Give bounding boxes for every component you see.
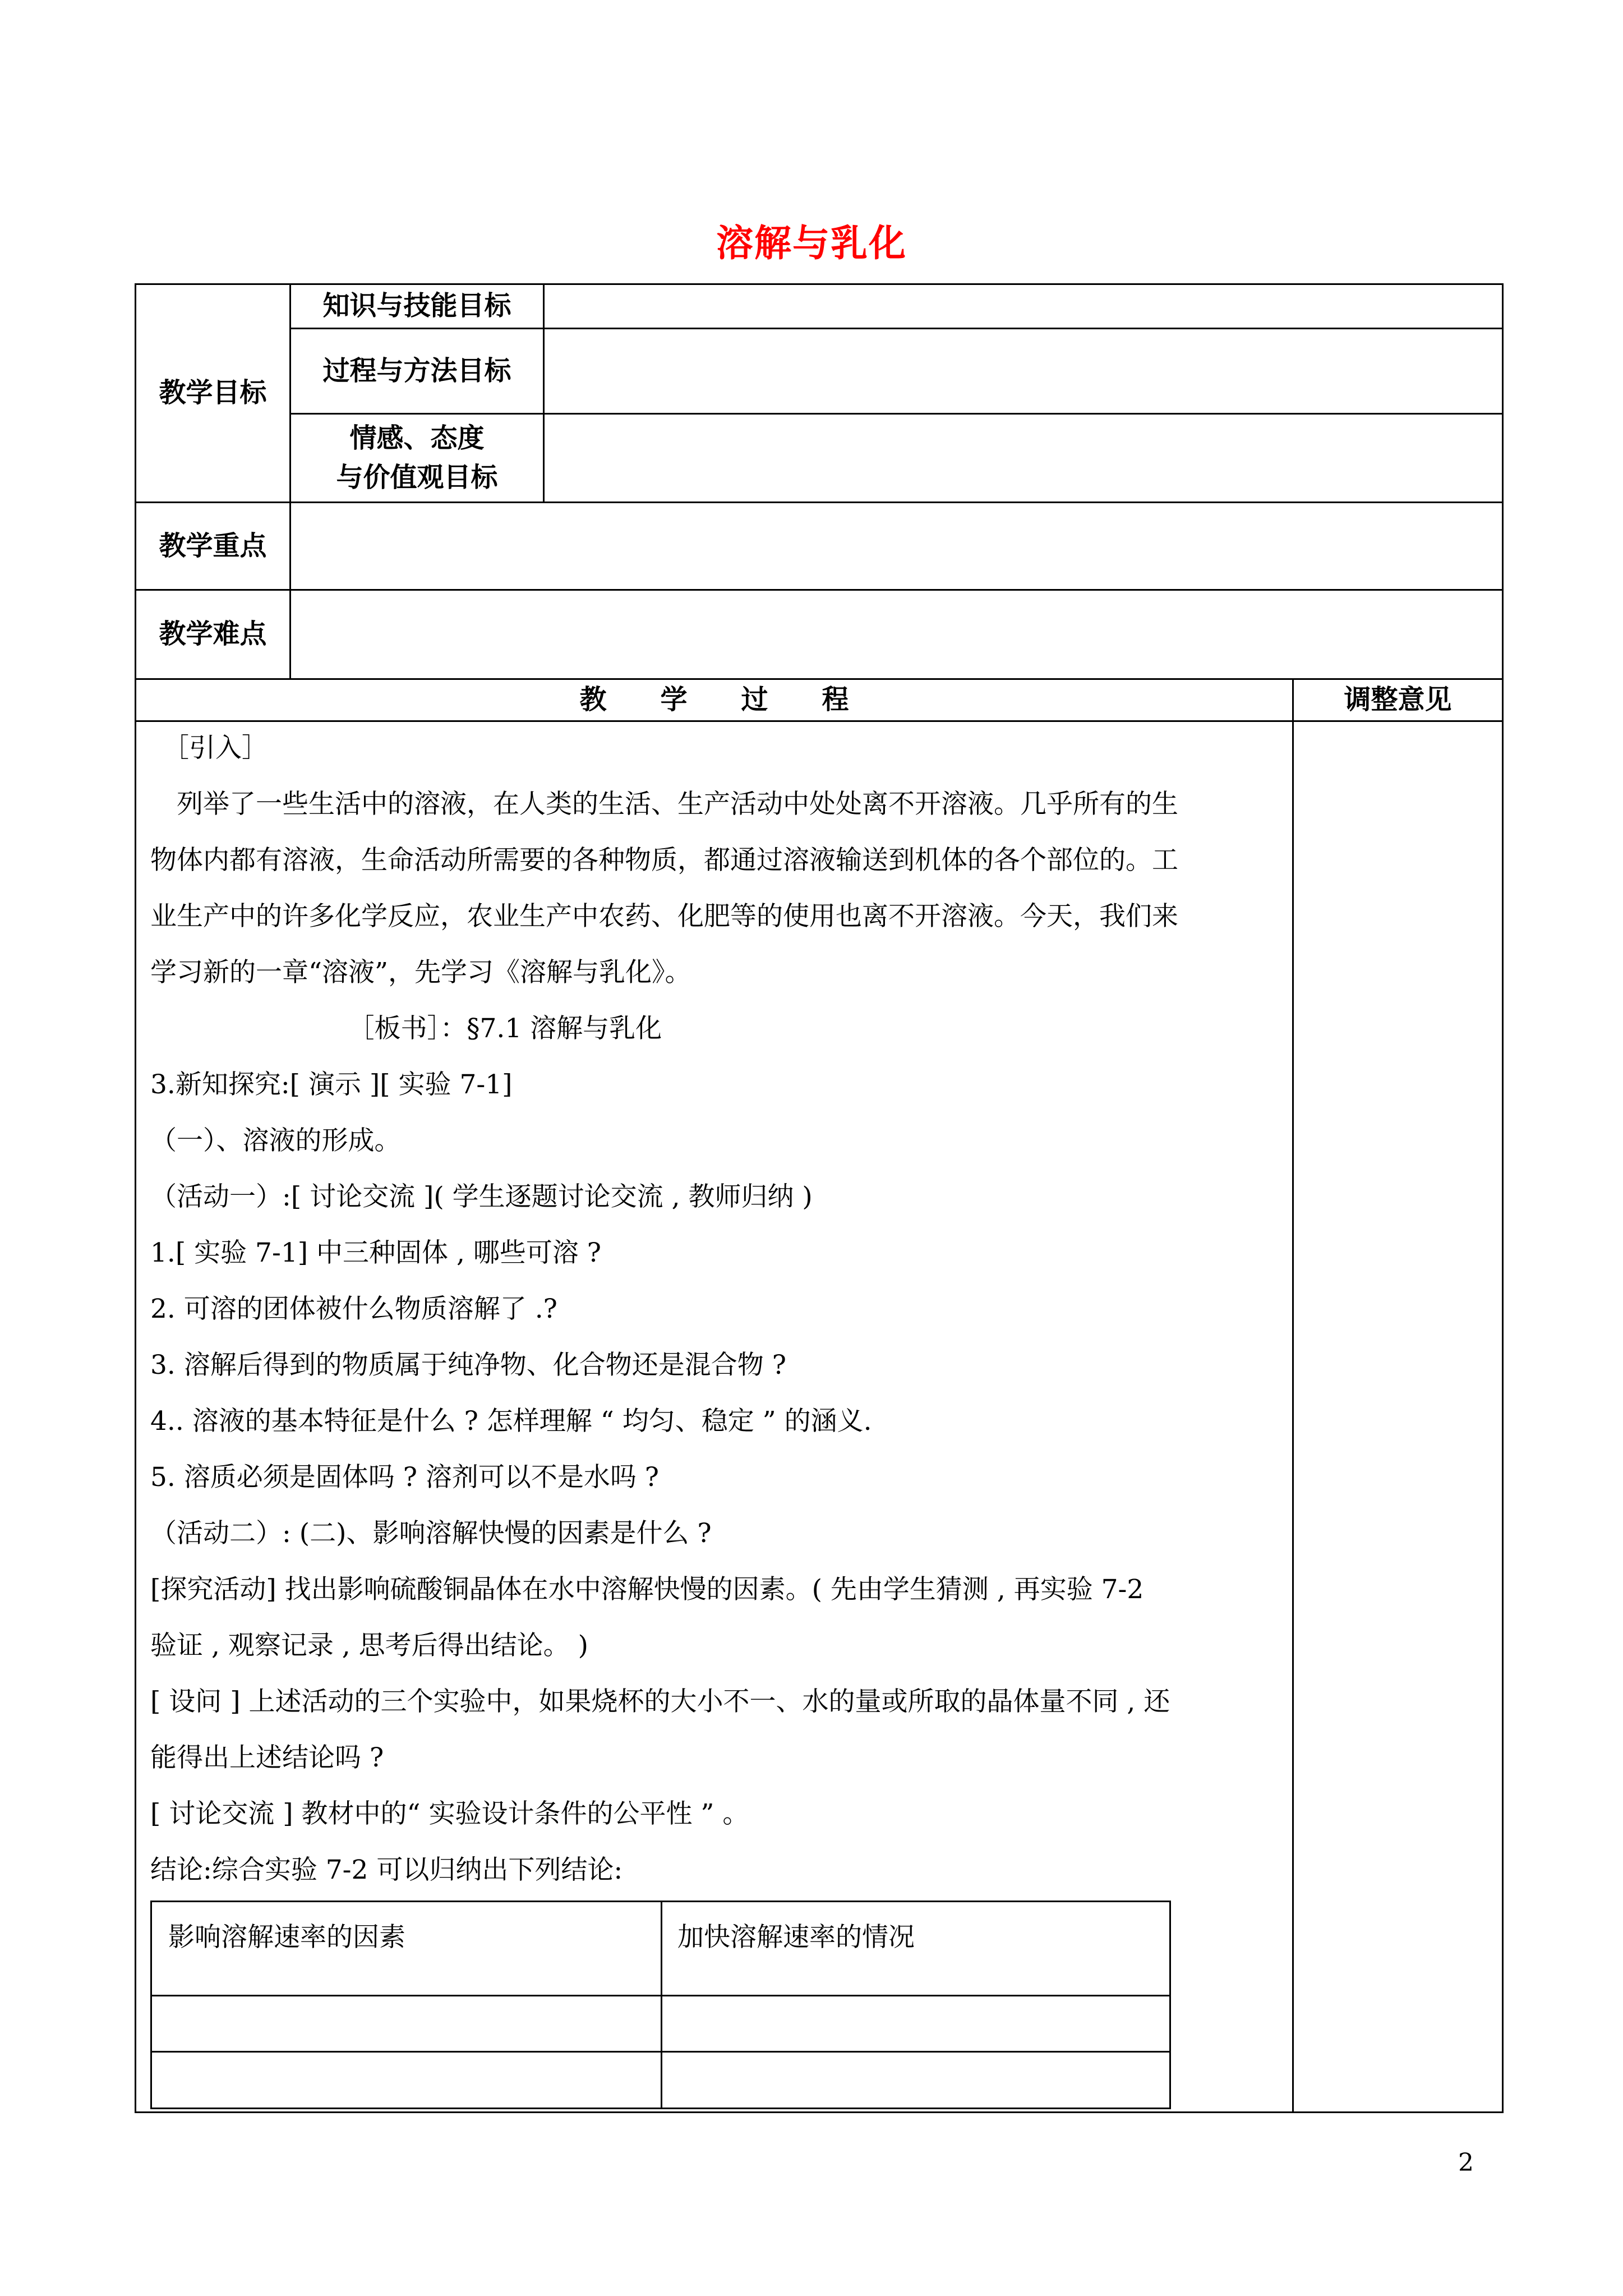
- content-line: ［板书］：§7.1 溶解与乳化: [150, 1013, 662, 1044]
- teaching-goals-label: 教学目标: [159, 377, 267, 409]
- content-line: （活动一）:[ 讨论交流 ]( 学生逐题讨论交流 , 教师归纳 ): [150, 1181, 813, 1212]
- teaching-process-header: 教 学 过 程: [579, 684, 849, 716]
- difficulty-label: 教学难点: [159, 618, 267, 650]
- content-line: [ 设问 ] 上述活动的三个实验中，如果烧杯的大小不一、水的量或所取的晶体量不同 , 还: [150, 1686, 1170, 1717]
- emotion-value-goal-label: 情感、态度 与价值观目标: [336, 422, 498, 493]
- table-header-factor: 影响溶解速率的因素: [168, 1922, 405, 1953]
- content-line: 1.[ 实验 7-1] 中三种固体 , 哪些可溶 ?: [150, 1237, 601, 1268]
- content-line: 3. 溶解后得到的物质属于纯净物、化合物还是混合物 ?: [150, 1350, 786, 1381]
- content-line: 物体内都有溶液，生命活动所需要的各种物质，都通过溶液输送到机体的各个部位的。工: [150, 845, 1178, 876]
- knowledge-skill-goal-label: 知识与技能目标: [322, 290, 511, 322]
- content-line: 4.. 溶液的基本特征是什么 ? 怎样理解 “ 均匀、稳定 ” 的涵义.: [150, 1406, 872, 1437]
- content-line: 业生产中的许多化学反应，农业生产中农药、化肥等的使用也离不开溶液。今天，我们来: [150, 901, 1178, 932]
- content-line: 2. 可溶的团体被什么物质溶解了 .?: [150, 1294, 557, 1324]
- process-method-goal-label: 过程与方法目标: [322, 355, 511, 386]
- content-line: ［引入］: [163, 733, 268, 763]
- adjustment-header: 调整意见: [1344, 684, 1452, 716]
- content-line: （一）、溶液的形成。: [150, 1125, 401, 1156]
- content-line: 列举了一些生活中的溶液，在人类的生活、生产活动中处处离不开溶液。几乎所有的生: [150, 789, 1178, 820]
- content-line: [ 讨论交流 ] 教材中的“ 实验设计条件的公平性 ” 。: [150, 1798, 749, 1829]
- key-point-label: 教学重点: [159, 530, 267, 562]
- content-line: 学习新的一章“溶液”，先学习《溶解与乳化》。: [150, 957, 691, 988]
- page-title: 溶解与乳化: [716, 222, 907, 265]
- content-line: 5. 溶质必须是固体吗 ? 溶剂可以不是水吗 ?: [150, 1462, 659, 1493]
- content-line: （活动二）: (二)、影响溶解快慢的因素是什么 ?: [150, 1518, 712, 1549]
- content-line: 结论:综合实验 7-2 可以归纳出下列结论:: [150, 1855, 623, 1885]
- page-number: 2: [1458, 2148, 1474, 2177]
- content-line: [探究活动] 找出影响硫酸铜晶体在水中溶解快慢的因素。( 先由学生猜测 , 再实验 7-2: [150, 1574, 1144, 1605]
- table-header-speedup: 加快溶解速率的情况: [677, 1922, 915, 1953]
- content-line: 3.新知探究:[ 演示 ][ 实验 7-1]: [150, 1069, 513, 1100]
- content-line: 能得出上述结论吗 ?: [150, 1742, 384, 1773]
- content-line: 验证 , 观察记录 , 思考后得出结论。 ): [150, 1630, 588, 1661]
